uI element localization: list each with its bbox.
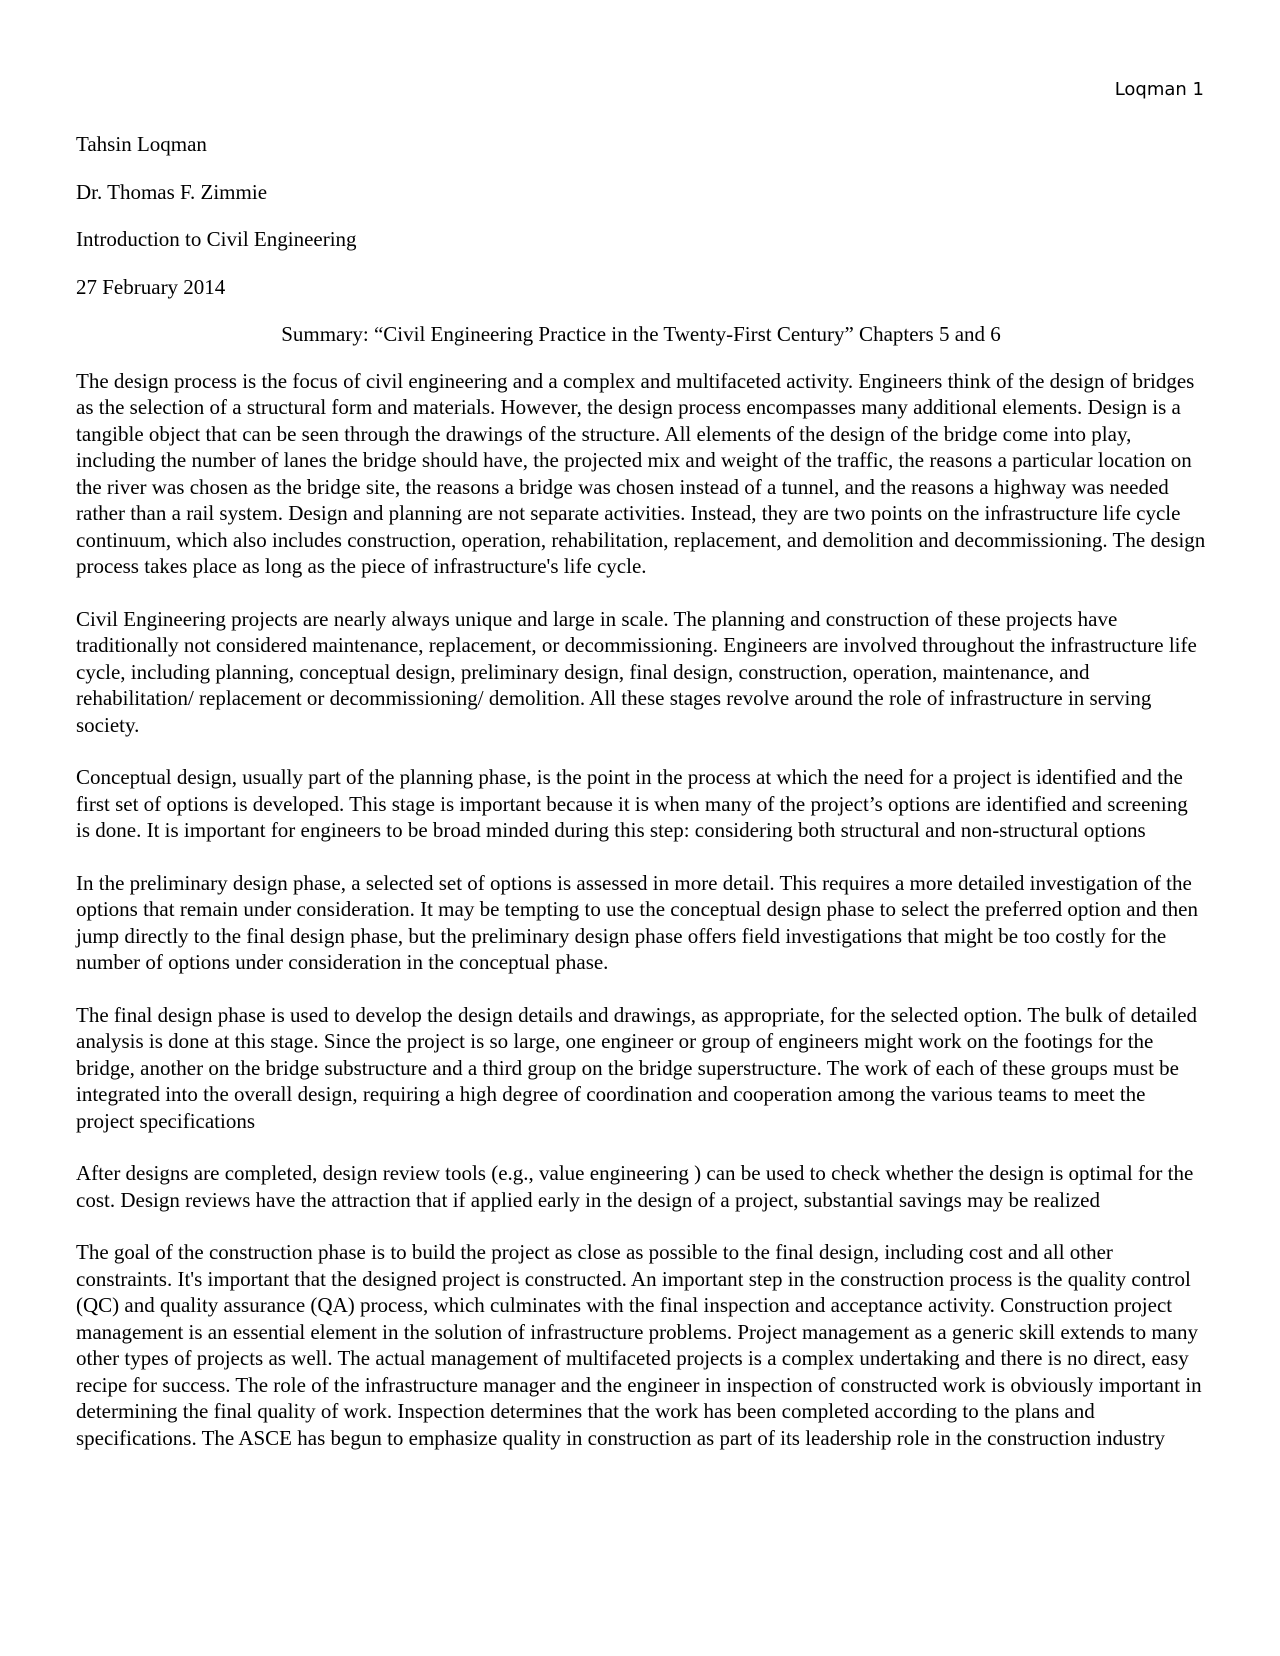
paragraph-design-process: The design process is the focus of civil engineering and a complex and multifaceted activity. Engineers think of the design of bridges as the selection of a structural form and materials. However, the design process encompasses many additional elements. Design is a tangible object that can be seen through the drawings of the structure. All elements of the design of the bridge come into play, including the number of lanes the bridge should have, the projected mix and weight of the traffic, the reasons a particular location on the river was chosen as the bridge site, the reasons a bridge was chosen instead of a tunnel, and the reasons a highway was needed rather than a rail system. Design and planning are not separate activities. Instead, they are two points on the infrastructure life cycle continuum, which also includes construction, operation, rehabilitation, replacement, and demolition and decommissioning. The design process takes place as long as the piece of infrastructure's life cycle.: [76, 368, 1206, 578]
course-name: Introduction to Civil Engineering: [76, 227, 357, 251]
document-body: [76, 130, 1206, 1477]
paragraph-final-design: The final design phase is used to develop the design details and drawings, as appropriate, for the selected option. The bulk of detailed analysis is done at this stage. Since the project is so large, one engineer or group of engineers might work on the footings for the bridge, another on the bridge substructure and a third group on the bridge superstructure. The work of each of these groups must be integrated into the overall design, requiring a high degree of coordination and cooperation among the various teams to meet the project specifications: [76, 1002, 1198, 1133]
author-name: Tahsin Loqman: [76, 132, 207, 156]
instructor-name: Dr. Thomas F. Zimmie: [76, 179, 268, 204]
paragraph-preliminary-design: In the preliminary design phase, a selected set of options is assessed in more detail. This requires a more detailed investigation of the options that remain under consideration. It may be tempting to use the conceptual design phase to select the preferred option and then jump directly to the final design phase, but the preliminary design phase offers field investigations that might be too costly for the number of options under consideration in the conceptual phase.: [76, 870, 1198, 974]
page-header: Loqman 1: [1114, 79, 1204, 100]
paragraph-conceptual-design: Conceptual design, usually part of the planning phase, is the point in the process at which the need for a project is identified and the first set of options is developed. This stage is important because it is when many of the project’s options are identified and screening is done. It is important for engineers to be broad minded during this step: considering both structural and non-structural options: [76, 765, 1188, 842]
paragraph-project-life-cycle: Civil Engineering projects are nearly always unique and large in scale. The planning and construction of these projects have traditionally not considered maintenance, replacement, or decommissioning. Engineers are involved throughout the infrastructure life cycle, including planning, conceptual design, preliminary design, final design, construction, operation, maintenance, and rehabilitation/ replacement or decommissioning/ demolition. All these stages revolve around the role of infrastructure in serving society.: [76, 606, 1197, 737]
document-title: Summary: “Civil Engineering Practice in the Twenty-First Century” Chapters 5 and 6: [281, 322, 1001, 346]
paragraph-design-review: After designs are completed, design review tools (e.g., value engineering ) can be used to check whether the design is optimal for the cost. Design reviews have the attraction that if applied early in the design of a project, substantial savings may be realized: [76, 1161, 1194, 1212]
paragraph-construction-phase: The goal of the construction phase is to build the project as close as possible to the final design, including cost and all other constraints. It's important that the designed project is constructed. An important step in the construction process is the quality control (QC) and quality assurance (QA) process, which culminates with the final inspection and acceptance activity. Construction project management is an essential element in the solution of infrastructure problems. Project management as a generic skill extends to many other types of projects as well. The actual management of multifaceted projects is a complex undertaking and there is no direct, easy recipe for success. The role of the infrastructure manager and the engineer in inspection of constructed work is obviously important in determining the final quality of work. Inspection determines that the work has been completed according to the plans and specifications. The ASCE has begun to emphasize quality in construction as part of its leadership role in the construction industry: [76, 1240, 1202, 1450]
document-date: 27 February 2014: [76, 274, 226, 299]
